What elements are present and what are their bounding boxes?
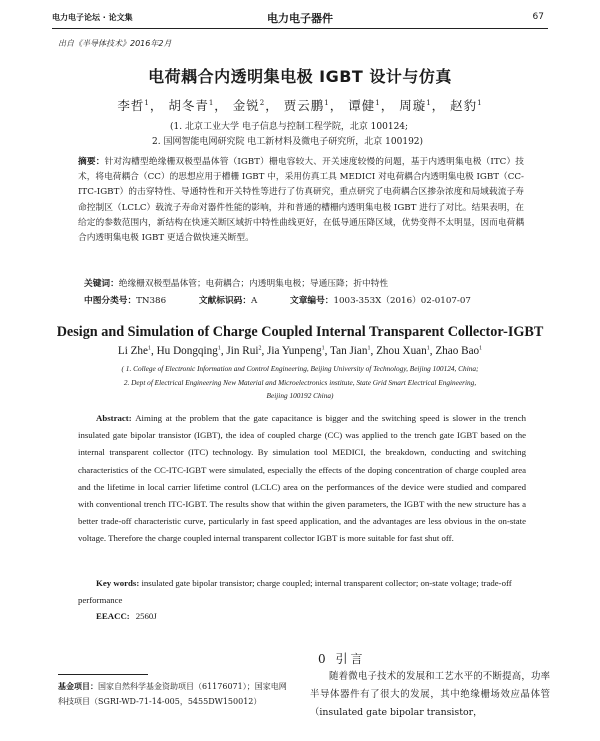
cn-author: 赵豹$^1$: [450, 98, 483, 113]
footnote-rule: [58, 674, 148, 675]
en-abstract-label: Abstract:: [96, 413, 132, 423]
clc-value: TN386: [136, 296, 167, 306]
en-abstract: [78, 410, 526, 548]
en-author: Hu Dongqing$^1$: [156, 345, 221, 357]
cn-author: 金锐$^2$: [232, 98, 266, 113]
funding-footnote: [58, 680, 290, 709]
funding-text: 国家自然科学基金资助项目（61176071）；国家电网科技项目（SGRI-WD-71-14-005，5455DW150012）: [58, 682, 287, 706]
en-affiliation-1: ( 1. College of Electronic Information and Control Engineering, Beijing University of Technology, Beijing 100124, China;: [121, 364, 479, 373]
cn-affiliation-1: (1. 北京工业大学 电子信息与控制工程学院，北京 100124;: [170, 122, 409, 132]
article-no-label: 文章编号：: [290, 296, 334, 306]
cn-keywords-text: 绝缘栅双极型晶体管；电荷耦合；内透明集电极；导通压降；折中特性: [118, 279, 389, 289]
cn-keywords-label: 关键词：: [84, 279, 119, 289]
cn-keywords: [84, 277, 524, 291]
en-title: Design and Simulation of Charge Coupled Internal Transparent Collector-IGBT: [56, 324, 544, 340]
en-abstract-text: Aiming at the problem that the gate capacitance is bigger and the switching speed is slower in the trench insulated gate bipolar transistor (IGBT), the idea of coupled charge (CC) was applied to the trench gate IGBT based on the internal transparent collector (ITC) technology. By simulation tool MEDICI, the breakdown, conducting and switching characteristics of the CC-ITC-IGBT were simulated, especially the effects of the doping concentration of charge coupled area and the lifetime in local carrier lifetime control (LCLC) area on the performances of the device were studied and compared with conventional trench ITC-IGBT. The results show that within the given parameters, the IGBT with the new structure has a better trade-off characteristic curve, particularly in fast speed application, and the advantages are less obvious in the on-state voltage. Therefore the charge coupled internal transparent collector IGBT is more suitable for fast shut off.: [78, 413, 527, 544]
en-author: Jin Rui$^2$: [226, 345, 262, 357]
classification-line: [84, 294, 501, 306]
running-header: [0, 10, 600, 26]
cn-authors: 李哲$^1$， 胡冬青$^1$， 金锐$^2$， 贾云鹏$^1$， 谭健$^1$， 周璇$^1$， 赵豹$^1$: [117, 98, 483, 113]
intro-paragraph: 随着微电子技术的发展和工艺水平的不断提高，功率半导体器件有了很大的发展，其中绝缘栅场效应晶体管（insulated gate bipolar transistor，: [310, 671, 550, 718]
eeacc-value: 2560J: [135, 611, 157, 621]
eeacc-line: [96, 611, 157, 621]
cn-title: 电荷耦合内透明集电极 IGBT 设计与仿真: [148, 67, 452, 86]
en-author: Tan Jian$^1$: [330, 345, 371, 357]
cn-affiliation-2: 2. 国网智能电网研究院 电工新材料及微电子研究所，北京 100192): [152, 137, 424, 147]
en-affiliation-2: 2. Dept of Electrical Engineering New Material and Microelectronics institute, State Grid Smart Electrical Engineering,: [123, 378, 477, 387]
cn-abstract-label: 摘要：: [78, 157, 105, 167]
section-heading: 0 引言: [318, 652, 366, 666]
cn-author: 李哲$^1$: [117, 98, 150, 113]
cn-author: 胡冬青$^1$: [168, 98, 215, 113]
en-author: Li Zhe$^1$: [117, 345, 151, 357]
cn-abstract: [78, 155, 524, 246]
header-series: 电力电子论坛 · 论文集: [52, 13, 133, 22]
en-keywords-text: insulated gate bipolar transistor; charge coupled; internal transparent collector; on-state voltage; trade-off performance: [78, 578, 512, 605]
en-keywords: [78, 575, 526, 609]
en-affiliation-3: Beijing 100192 China): [266, 391, 334, 400]
doc-code-label: 文献标识码：: [198, 296, 251, 306]
en-author: Zhou Xuan$^1$: [376, 345, 430, 357]
header-section: 电力电子器件: [267, 12, 333, 25]
en-author: Zhao Bao$^1$: [435, 345, 483, 357]
eeacc-label: EEACC:: [96, 611, 130, 621]
en-authors: Li Zhe$^1$, Hu Dongqing$^1$, Jin Rui$^2$, Jia Yunpeng$^1$, Tan Jian$^1$, Zhou Xuan$^1$, Zhao Bao$^1$: [117, 345, 483, 357]
doc-code-value: A: [251, 296, 258, 306]
article-no-value: 1003-353X（2016）02-0107-07: [333, 296, 471, 306]
issue-line: 出自《半导体技术》2016年2月: [58, 39, 172, 48]
funding-label: 基金项目：: [58, 682, 98, 691]
header-rule: [52, 28, 548, 29]
cn-author: 谭健$^1$: [348, 98, 381, 113]
en-keywords-label: Key words:: [96, 578, 140, 588]
cn-author: 贾云鹏$^1$: [283, 98, 330, 113]
cn-author: 周璇$^1$: [399, 98, 432, 113]
clc-label: 中图分类号：: [84, 296, 137, 306]
en-author: Jia Yunpeng$^1$: [267, 345, 325, 357]
cn-abstract-text: 针对沟槽型绝缘栅双极型晶体管（IGBT）栅电容较大、开关速度较慢的问题，基于内透明集电极（ITC）技术，将电荷耦合（CC）的思想应用于槽栅 IGBT 中，采用仿真工具 MEDICI 对电荷耦合内透明集电极 IGBT（CC-ITC-IGBT）的击穿特性、导通特性和开关特性等进行了仿真研究，重点研究了电荷耦合区掺杂浓度和局域载流子寿命控制区（LCLC）载流子寿命对器件性能的影响，并和普通的槽栅内透明集电极 IGBT 进行了对比。结果表明，在给定的参数范围内，新结构在快速关断区域折中特性曲线更好，在低导通压降区域，优势变得不太明显，因而电荷耦合内透明集电极 IGBT 更适合做快速关断型。: [78, 157, 524, 244]
page-number: 67: [532, 12, 544, 22]
